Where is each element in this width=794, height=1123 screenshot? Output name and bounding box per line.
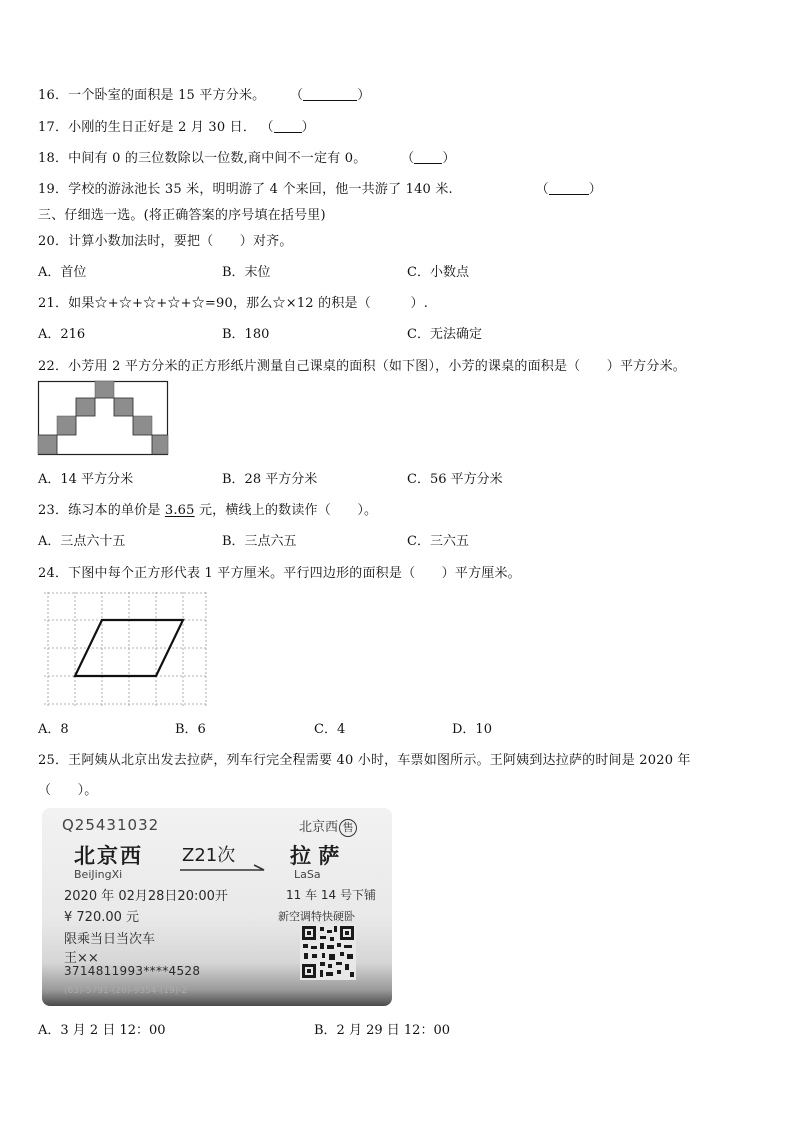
option-c[interactable]: C．三六五 — [407, 534, 469, 549]
question-17: 17．小刚的生日正好是 2 月 30 日． （ ） — [38, 120, 315, 135]
ticket-to: 拉 萨 — [290, 844, 340, 868]
option-a[interactable]: A．216 — [38, 327, 86, 342]
question-16-text: 16．一个卧室的面积是 15 平方分米。 — [38, 88, 266, 103]
ticket-id: 3714811993****4528 — [64, 964, 201, 978]
answer-blank[interactable] — [274, 120, 302, 133]
option-b[interactable]: B．2 月 29 日 12：00 — [314, 1023, 450, 1038]
option-c[interactable]: C．无法确定 — [407, 327, 482, 342]
question-19-text: 19．学校的游泳池长 35 米，明明游了 4 个来回，他一共游了 140 米. — [38, 182, 453, 197]
arrow-icon — [180, 864, 268, 874]
option-b[interactable]: B．180 — [222, 327, 270, 342]
question-24-text: 24．下图中每个正方形代表 1 平方厘米。平行四边形的面积是（ ）平方厘米。 — [38, 566, 521, 581]
question-21-text: 21．如果☆+☆+☆+☆+☆=90，那么☆×12 的积是（ ）. — [38, 296, 429, 311]
ticket-station-tag: 北京西 售 — [299, 816, 357, 837]
option-b[interactable]: B．三点六五 — [222, 534, 297, 549]
question-23: 23．练习本的单价是 3.65 元，横线上的数读作（ ）。 — [38, 503, 378, 518]
sell-mark-icon: 售 — [339, 819, 357, 837]
question-18-text: 18．中间有 0 的三位数除以一位数,商中间不一定有 0。 — [38, 151, 367, 166]
ticket-note: 限乘当日当次车 — [64, 932, 156, 947]
question-19: 19．学校的游泳池长 35 米，明明游了 4 个来回，他一共游了 140 米. （ ） — [38, 182, 602, 197]
question-18: 18．中间有 0 的三位数除以一位数,商中间不一定有 0。 （ ） — [38, 151, 456, 166]
qr-code-icon — [300, 924, 356, 980]
ticket-type: 新空调特快硬卧 — [278, 910, 355, 923]
option-a[interactable]: A．14 平方分米 — [38, 472, 134, 487]
ticket-train-number: Z21次 — [182, 845, 236, 866]
ticket-seat: 11 车 14 号下铺 — [286, 888, 376, 902]
option-a[interactable]: A．三点六十五 — [38, 534, 126, 549]
question-23-text: 23．练习本的单价是 — [38, 503, 165, 518]
option-a[interactable]: A．8 — [38, 722, 69, 737]
option-c[interactable]: C．56 平方分米 — [407, 472, 503, 487]
answer-blank[interactable] — [549, 182, 589, 195]
desk-tiling-figure — [38, 381, 168, 455]
option-a[interactable]: A．首位 — [38, 265, 87, 280]
ticket-depart: 2020 年 02月28日20:00开 — [64, 889, 228, 904]
section-heading: 三、仔细选一选。(将正确答案的序号填在括号里) — [38, 208, 326, 223]
question-17-text: 17．小刚的生日正好是 2 月 30 日． — [38, 120, 257, 135]
underlined-number: 3.65 — [164, 503, 195, 518]
ticket-passenger: 王×× — [64, 951, 99, 966]
ticket-price: ¥ 720.00 元 — [64, 910, 140, 925]
option-b[interactable]: B．28 平方分米 — [222, 472, 318, 487]
option-c[interactable]: C．小数点 — [407, 265, 469, 280]
option-b[interactable]: B．末位 — [222, 265, 271, 280]
parallelogram-grid-figure — [44, 592, 208, 708]
question-25-paren: （ ）。 — [38, 783, 98, 798]
ticket-from: 北京西 — [74, 844, 143, 868]
answer-blank[interactable] — [303, 88, 357, 101]
ticket-bottom-code: (63)-5791-(26)-9354-(19)-2 — [64, 986, 188, 996]
option-b[interactable]: B．6 — [175, 722, 206, 737]
question-16: 16．一个卧室的面积是 15 平方分米。 （ ） — [38, 88, 371, 103]
question-20-text: 20．计算小数加法时，要把（ ）对齐。 — [38, 234, 293, 249]
option-a[interactable]: A．3 月 2 日 12：00 — [38, 1023, 166, 1038]
question-25-text: 25．王阿姨从北京出发去拉萨，列车行完全程需要 40 小时，车票如图所示。王阿姨到达拉萨的时间是 2020 年 — [38, 753, 691, 768]
option-d[interactable]: D．10 — [452, 722, 492, 737]
answer-blank[interactable] — [414, 151, 442, 164]
ticket-to-pinyin: LaSa — [294, 868, 321, 881]
option-c[interactable]: C．4 — [314, 722, 346, 737]
ticket-from-pinyin: BeiJingXi — [74, 868, 123, 881]
question-22-text: 22．小芳用 2 平方分米的正方形纸片测量自己课桌的面积（如下图），小芳的课桌的面积是（ ）平方分米。 — [38, 359, 686, 374]
ticket-number: Q25431032 — [62, 816, 160, 834]
train-ticket-image — [42, 808, 392, 1006]
